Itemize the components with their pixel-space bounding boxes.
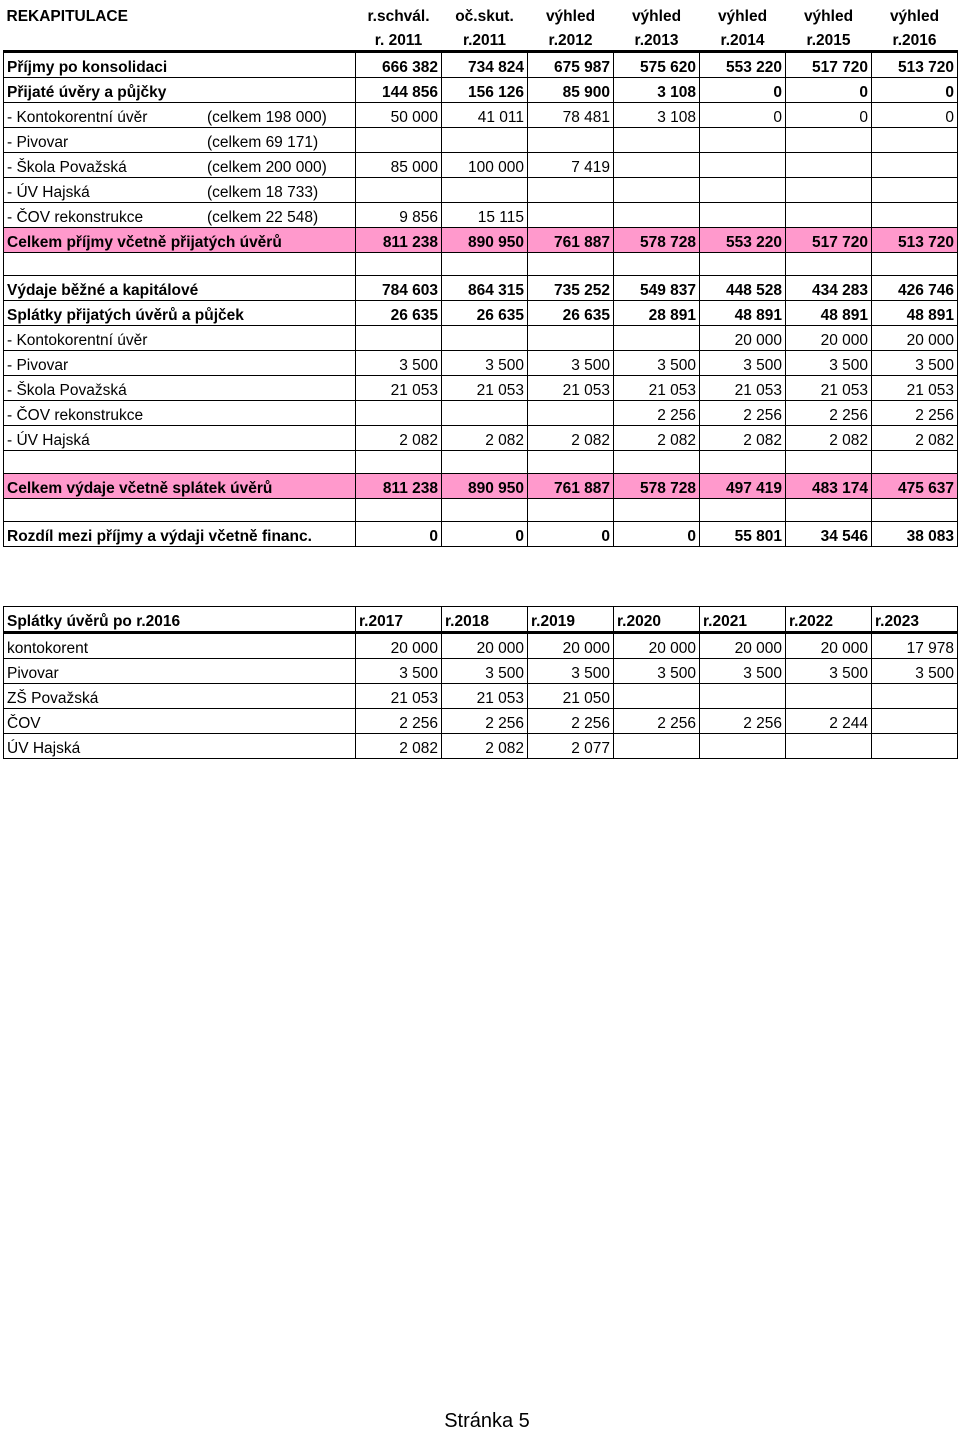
value-cell: 28 891 [614,301,700,326]
value-cell [872,203,958,228]
value-cell: 3 500 [442,351,528,376]
value-cell [614,128,700,153]
empty-cell [614,253,700,276]
table-row [4,203,958,228]
row-note: (celkem 22 548) [207,209,319,226]
value-cell: 0 [872,103,958,128]
value-cell: 21 053 [614,376,700,401]
value-cell: 48 891 [700,301,786,326]
value-cell: 20 000 [872,326,958,351]
repayments-title: Splátky úvěrů po r.2016 [4,607,356,633]
value-cell: 864 315 [442,276,528,301]
repayment-value: 2 256 [356,709,442,734]
value-cell [442,401,528,426]
value-cell [442,326,528,351]
repayment-label: ČOV [4,709,356,734]
value-cell: 513 720 [872,52,958,78]
empty-cell [356,451,442,474]
repayment-row [4,709,958,734]
empty-cell [356,253,442,276]
value-cell: 761 887 [528,228,614,253]
value-cell [356,128,442,153]
empty-cell [700,253,786,276]
value-cell: 513 720 [872,228,958,253]
value-cell: 0 [442,522,528,547]
value-cell: 2 256 [872,401,958,426]
row-note: (celkem 198 000) [207,109,327,126]
row-label-text: Celkem příjmy včetně přijatých úvěrů [7,234,282,251]
value-cell: 811 238 [356,474,442,499]
header-row-top [4,4,958,26]
repayment-value: 3 500 [700,659,786,684]
empty-cell [700,451,786,474]
row-label-text: - ÚV Hajská [7,432,90,449]
value-cell: 3 500 [700,351,786,376]
table-row [4,351,958,376]
value-cell: 553 220 [700,228,786,253]
value-cell: 26 635 [356,301,442,326]
column-header-year: r.2012 [528,26,614,52]
value-cell [356,326,442,351]
value-cell: 48 891 [872,301,958,326]
year-header: r.2023 [872,607,958,633]
row-label-text: - Škola Považská [7,382,127,399]
repayment-value [614,734,700,759]
column-header-year: r. 2011 [356,26,442,52]
value-cell: 666 382 [356,52,442,78]
row-label-text: - Kontokorentní úvěr [7,109,148,126]
repayment-row [4,734,958,759]
row-label-text: - Pivovar [7,357,69,374]
repayment-value: 20 000 [700,633,786,659]
table-row [4,153,958,178]
value-cell: 20 000 [700,326,786,351]
value-cell: 890 950 [442,228,528,253]
empty-cell [356,499,442,522]
table-row [4,376,958,401]
value-cell: 475 637 [872,474,958,499]
value-cell: 0 [786,103,872,128]
column-header-year: r.2015 [786,26,872,52]
repayment-value [786,734,872,759]
value-cell [872,153,958,178]
column-header-year: r.2013 [614,26,700,52]
repayment-value: 2 256 [442,709,528,734]
row-label-text: Příjmy po konsolidaci [7,59,168,76]
repayment-value: 3 500 [356,659,442,684]
value-cell: 144 856 [356,78,442,103]
repayment-value: 3 500 [786,659,872,684]
column-header-top: výhled [889,8,940,25]
row-label [4,401,356,426]
row-label [4,351,356,376]
value-cell: 85 900 [528,78,614,103]
empty-cell [442,253,528,276]
value-cell: 0 [356,522,442,547]
value-cell [356,178,442,203]
header-row-bottom [4,26,958,52]
value-cell: 2 082 [786,426,872,451]
year-header: r.2021 [700,607,786,633]
empty-cell [872,253,958,276]
value-cell [442,178,528,203]
value-cell [528,203,614,228]
value-cell: 3 500 [528,351,614,376]
row-label-text: Splátky přijatých úvěrů a půjček [7,307,244,324]
table-row [4,128,958,153]
empty-cell [528,499,614,522]
value-cell: 2 082 [442,426,528,451]
value-cell: 2 082 [356,426,442,451]
repayment-value: 20 000 [786,633,872,659]
row-label [4,52,356,78]
value-cell [786,203,872,228]
value-cell [872,128,958,153]
row-label [4,301,356,326]
repayment-value: 3 500 [442,659,528,684]
value-cell: 517 720 [786,228,872,253]
value-cell: 553 220 [700,52,786,78]
value-cell: 549 837 [614,276,700,301]
row-label [4,474,356,499]
value-cell: 578 728 [614,474,700,499]
table-row [4,474,958,499]
value-cell: 761 887 [528,474,614,499]
column-header-year: r.2011 [442,26,528,52]
value-cell: 734 824 [442,52,528,78]
repayment-value: 3 500 [528,659,614,684]
repayment-value: 21 050 [528,684,614,709]
value-cell: 55 801 [700,522,786,547]
value-cell: 50 000 [356,103,442,128]
row-label-text: - ČOV rekonstrukce [7,407,144,424]
value-cell: 34 546 [786,522,872,547]
row-label [4,326,356,351]
empty-cell [4,499,356,522]
row-label [4,228,356,253]
value-cell: 3 108 [614,103,700,128]
row-label-text: - Kontokorentní úvěr [7,332,148,349]
row-label-text: Výdaje běžné a kapitálové [7,282,199,299]
value-cell [614,153,700,178]
empty-cell [442,451,528,474]
empty-cell [786,451,872,474]
value-cell: 0 [528,522,614,547]
table-row [4,52,958,78]
value-cell: 3 500 [356,351,442,376]
empty-cell [872,499,958,522]
table-row [4,426,958,451]
row-note: (celkem 200 000) [207,159,327,176]
repayment-value: 2 077 [528,734,614,759]
empty-cell [786,253,872,276]
empty-cell [700,499,786,522]
value-cell [614,203,700,228]
value-cell: 2 082 [700,426,786,451]
repayment-value: 3 500 [614,659,700,684]
empty-cell [4,451,356,474]
repayment-value [614,684,700,709]
year-header: r.2018 [442,607,528,633]
column-header-top: r.schvál. [367,8,430,25]
value-cell: 9 856 [356,203,442,228]
row-label-text: Celkem výdaje včetně splátek úvěrů [7,480,273,497]
value-cell [700,128,786,153]
row-note: (celkem 18 733) [207,184,319,201]
header-blank [4,26,356,52]
value-cell: 48 891 [786,301,872,326]
value-cell [528,128,614,153]
value-cell: 41 011 [442,103,528,128]
row-label [4,128,356,153]
table-row [4,178,958,203]
row-label [4,522,356,547]
spacer-row [4,499,958,522]
year-header: r.2022 [786,607,872,633]
value-cell: 2 256 [614,401,700,426]
value-cell: 811 238 [356,228,442,253]
value-cell: 100 000 [442,153,528,178]
repayment-value [700,684,786,709]
row-label-text: - ČOV rekonstrukce [7,209,144,226]
spacer-row [4,451,958,474]
column-header-year: r.2016 [872,26,958,52]
column-header-top: výhled [803,8,854,25]
value-cell [786,128,872,153]
value-cell: 2 256 [700,401,786,426]
value-cell: 434 283 [786,276,872,301]
value-cell: 448 528 [700,276,786,301]
column-header-top: výhled [545,8,596,25]
value-cell: 3 500 [786,351,872,376]
value-cell: 20 000 [786,326,872,351]
repayment-value: 2 256 [700,709,786,734]
table-row [4,522,958,547]
value-cell: 2 082 [614,426,700,451]
row-label-text: - ÚV Hajská [7,184,90,201]
value-cell: 78 481 [528,103,614,128]
table-row [4,228,958,253]
value-cell [700,153,786,178]
table-row [4,103,958,128]
value-cell [528,178,614,203]
value-cell: 21 053 [700,376,786,401]
value-cell: 497 419 [700,474,786,499]
value-cell: 0 [614,522,700,547]
row-label-text: - Pivovar [7,134,69,151]
year-header: r.2017 [356,607,442,633]
value-cell: 26 635 [528,301,614,326]
value-cell: 675 987 [528,52,614,78]
spacer-row [4,253,958,276]
row-label-text: - Škola Považská [7,159,127,176]
value-cell: 517 720 [786,52,872,78]
repayment-value: 21 053 [442,684,528,709]
column-header-top: výhled [717,8,768,25]
row-label [4,78,356,103]
row-label [4,426,356,451]
repayment-label: ÚV Hajská [4,734,356,759]
row-label [4,103,356,128]
value-cell: 483 174 [786,474,872,499]
value-cell: 0 [786,78,872,103]
column-header-top: oč.skut. [455,8,514,25]
repayment-label: ZŠ Považská [4,684,356,709]
row-label [4,203,356,228]
row-label [4,178,356,203]
value-cell [786,153,872,178]
value-cell: 85 000 [356,153,442,178]
empty-cell [528,253,614,276]
empty-cell [614,451,700,474]
value-cell: 15 115 [442,203,528,228]
value-cell: 575 620 [614,52,700,78]
value-cell: 156 126 [442,78,528,103]
value-cell: 21 053 [786,376,872,401]
value-cell: 7 419 [528,153,614,178]
repayment-value: 20 000 [442,633,528,659]
repayment-value: 20 000 [356,633,442,659]
page-number: Stránka 5 [444,1410,530,1432]
value-cell: 2 256 [786,401,872,426]
value-cell: 0 [700,103,786,128]
repayment-value: 20 000 [528,633,614,659]
row-label [4,276,356,301]
empty-cell [4,253,356,276]
value-cell: 21 053 [872,376,958,401]
repayment-value: 2 256 [614,709,700,734]
repayment-value [872,709,958,734]
repayment-value: 20 000 [614,633,700,659]
empty-cell [872,451,958,474]
value-cell: 426 746 [872,276,958,301]
value-cell: 3 108 [614,78,700,103]
value-cell: 3 500 [872,351,958,376]
value-cell [528,401,614,426]
repayment-row [4,633,958,659]
repayment-row [4,684,958,709]
repayment-value: 2 256 [528,709,614,734]
value-cell: 21 053 [528,376,614,401]
value-cell: 21 053 [442,376,528,401]
repayment-label: kontokorent [4,633,356,659]
value-cell [528,326,614,351]
repayments-header-row [4,607,958,633]
value-cell [614,326,700,351]
repayment-value [872,684,958,709]
table-row [4,301,958,326]
value-cell: 21 053 [356,376,442,401]
value-cell [442,128,528,153]
repayment-value [786,684,872,709]
repayments-table [3,606,958,759]
repayment-value [872,734,958,759]
row-label [4,376,356,401]
table-row [4,401,958,426]
value-cell: 2 082 [528,426,614,451]
value-cell [700,178,786,203]
column-header-top: výhled [631,8,682,25]
value-cell [786,178,872,203]
value-cell [872,178,958,203]
value-cell: 890 950 [442,474,528,499]
table-row [4,326,958,351]
value-cell: 0 [700,78,786,103]
value-cell: 26 635 [442,301,528,326]
repayment-value: 2 244 [786,709,872,734]
repayment-label: Pivovar [4,659,356,684]
repayment-value: 17 978 [872,633,958,659]
empty-cell [442,499,528,522]
value-cell: 0 [872,78,958,103]
table-row [4,78,958,103]
value-cell: 3 500 [614,351,700,376]
table-title: REKAPITULACE [6,8,128,25]
repayment-value: 3 500 [872,659,958,684]
value-cell: 38 083 [872,522,958,547]
repayment-value: 21 053 [356,684,442,709]
value-cell: 2 082 [872,426,958,451]
row-label [4,153,356,178]
table-row [4,276,958,301]
repayment-value: 2 082 [356,734,442,759]
empty-cell [786,499,872,522]
recapitulation-table [3,4,958,547]
row-label-text: Rozdíl mezi příjmy a výdaji včetně financ. [7,528,312,545]
empty-cell [528,451,614,474]
empty-cell [614,499,700,522]
value-cell [356,401,442,426]
repayment-row [4,659,958,684]
row-note: (celkem 69 171) [207,134,319,151]
repayment-value: 2 082 [442,734,528,759]
year-header: r.2019 [528,607,614,633]
value-cell: 578 728 [614,228,700,253]
value-cell [614,178,700,203]
year-header: r.2020 [614,607,700,633]
value-cell [700,203,786,228]
value-cell: 784 603 [356,276,442,301]
value-cell: 735 252 [528,276,614,301]
column-header-year: r.2014 [700,26,786,52]
repayment-value [700,734,786,759]
row-label-text: Přijaté úvěry a půjčky [7,84,167,101]
